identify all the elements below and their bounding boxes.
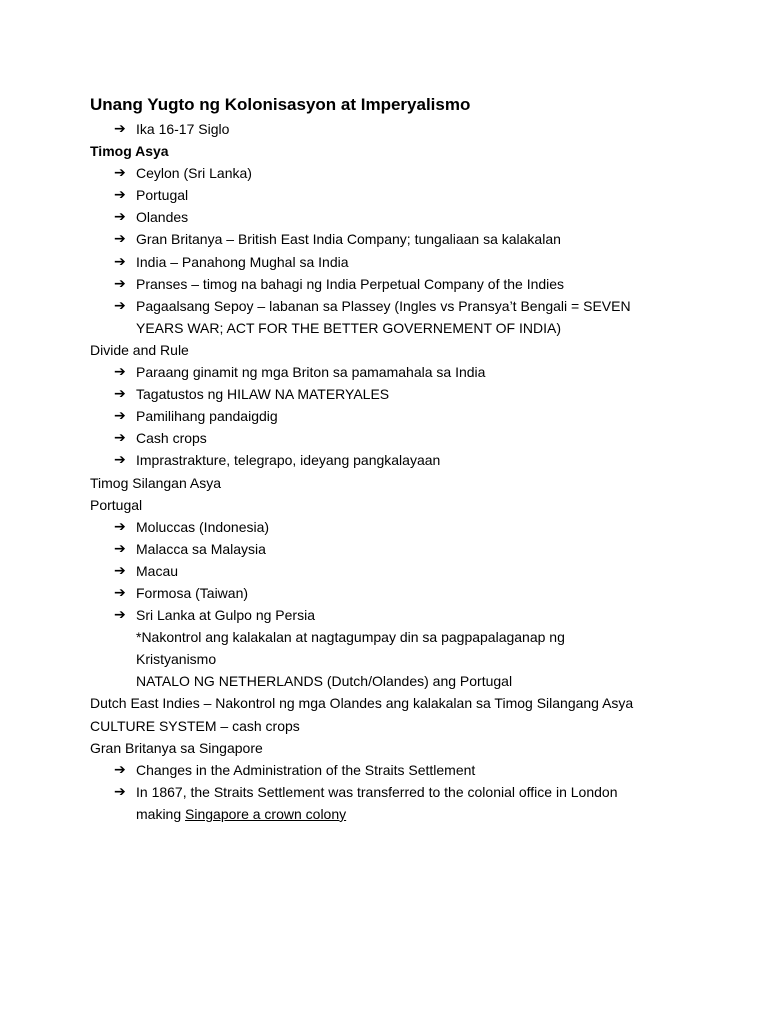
bullet-item <box>90 759 730 781</box>
bullet-text: Formosa (Taiwan) <box>136 584 249 601</box>
right-arrow-icon: ➔ <box>114 430 126 447</box>
right-arrow-icon: ➔ <box>114 408 126 425</box>
bullet-text: Pagaalsang Sepoy – labanan sa Plassey (Ingles vs Pransya’t Bengali = SEVEN <box>136 297 631 314</box>
dutch-east-indies-line: Dutch East Indies – Nakontrol ng mga Olandes ang kalakalan sa Timog Silangang Asya <box>90 695 634 712</box>
right-arrow-icon: ➔ <box>114 607 126 624</box>
continuation-prefix: making <box>136 805 186 822</box>
right-arrow-icon: ➔ <box>114 209 126 226</box>
note-line: Kristyanismo <box>136 651 217 668</box>
document-content <box>90 94 730 825</box>
right-arrow-icon: ➔ <box>114 584 126 601</box>
bullet-item <box>90 427 730 449</box>
bullet-text: Paraang ginamit ng mga Briton sa pamamahala sa India <box>136 364 486 381</box>
right-arrow-icon: ➔ <box>114 562 126 579</box>
bullet-item <box>90 604 730 626</box>
bullet-text: Imprastrakture, telegrapo, ideyang pangkalayaan <box>136 452 441 469</box>
right-arrow-icon: ➔ <box>114 187 126 204</box>
right-arrow-icon: ➔ <box>114 165 126 182</box>
right-arrow-icon: ➔ <box>114 452 126 469</box>
bullet-item <box>90 361 730 383</box>
bullet-text: Changes in the Administration of the Straits Settlement <box>136 761 476 778</box>
bullet-text: India – Panahong Mughal sa India <box>136 253 349 270</box>
bullet-text: Macau <box>136 562 179 579</box>
bullet-item <box>90 516 730 538</box>
bullet-text: Ika 16-17 Siglo <box>136 121 230 137</box>
bullet-text: Moluccas (Indonesia) <box>136 518 270 535</box>
bullet-item <box>90 162 730 184</box>
document-title: Unang Yugto ng Kolonisasyon at Imperyalismo <box>90 95 471 114</box>
bullet-item <box>90 538 730 560</box>
bullet-item <box>90 118 730 140</box>
bullet-text: Cash crops <box>136 430 207 447</box>
bullet-text: Sri Lanka at Gulpo ng Persia <box>136 607 315 624</box>
right-arrow-icon: ➔ <box>114 364 126 381</box>
bullet-text: Pamilihang pandaigdig <box>136 408 278 425</box>
bullet-text: Gran Britanya – British East India Company; tungaliaan sa kalakalan <box>136 231 561 248</box>
bullet-text: Malacca sa Malaysia <box>136 540 266 557</box>
section-heading-timog-silangan-asya: Timog Silangan Asya <box>90 474 221 491</box>
right-arrow-icon: ➔ <box>114 540 126 557</box>
bullet-text: Ceylon (Sri Lanka) <box>136 165 252 182</box>
bullet-text: In 1867, the Straits Settlement was transferred to the colonial office in London <box>136 783 618 800</box>
bullet-item <box>90 273 730 295</box>
bullet-item <box>90 251 730 273</box>
culture-system-line: CULTURE SYSTEM – cash crops <box>90 717 300 734</box>
underlined-phrase: Singapore a crown colony <box>185 805 347 822</box>
bullet-item <box>90 295 730 317</box>
note-line: NATALO NG NETHERLANDS (Dutch/Olandes) ang Portugal <box>136 673 513 690</box>
right-arrow-icon: ➔ <box>114 231 126 248</box>
right-arrow-icon: ➔ <box>114 518 126 535</box>
bullet-item <box>90 781 730 803</box>
right-arrow-icon: ➔ <box>114 121 126 137</box>
right-arrow-icon: ➔ <box>114 783 126 800</box>
bullet-item <box>90 206 730 228</box>
right-arrow-icon: ➔ <box>114 253 126 270</box>
note-line: *Nakontrol ang kalakalan at nagtagumpay din sa pagpapalaganap ng <box>136 629 565 646</box>
bullet-item <box>90 184 730 206</box>
right-arrow-icon: ➔ <box>114 386 126 403</box>
section-heading-gran-britanya: Gran Britanya sa Singapore <box>90 739 263 756</box>
section-subheading-portugal: Portugal <box>90 496 143 513</box>
bullet-item <box>90 560 730 582</box>
bullet-text: Tagatustos ng HILAW NA MATERYALES <box>136 386 390 403</box>
bullet-item <box>90 383 730 405</box>
bullet-item <box>90 449 730 471</box>
bullet-item <box>90 405 730 427</box>
right-arrow-icon: ➔ <box>114 761 126 778</box>
bullet-item <box>90 228 730 250</box>
right-arrow-icon: ➔ <box>114 275 126 292</box>
bullet-continuation <box>90 803 730 825</box>
bullet-continuation: YEARS WAR; ACT FOR THE BETTER GOVERNEMENT OF INDIA) <box>136 319 561 336</box>
section-heading-divide-and-rule: Divide and Rule <box>90 341 189 358</box>
bullet-text: Olandes <box>136 209 189 226</box>
right-arrow-icon: ➔ <box>114 297 126 314</box>
bullet-text: Portugal <box>136 187 189 204</box>
bullet-item <box>90 582 730 604</box>
section-heading-timog-asya: Timog Asya <box>90 143 169 160</box>
bullet-text: Pranses – timog na bahagi ng India Perpetual Company of the Indies <box>136 275 565 292</box>
